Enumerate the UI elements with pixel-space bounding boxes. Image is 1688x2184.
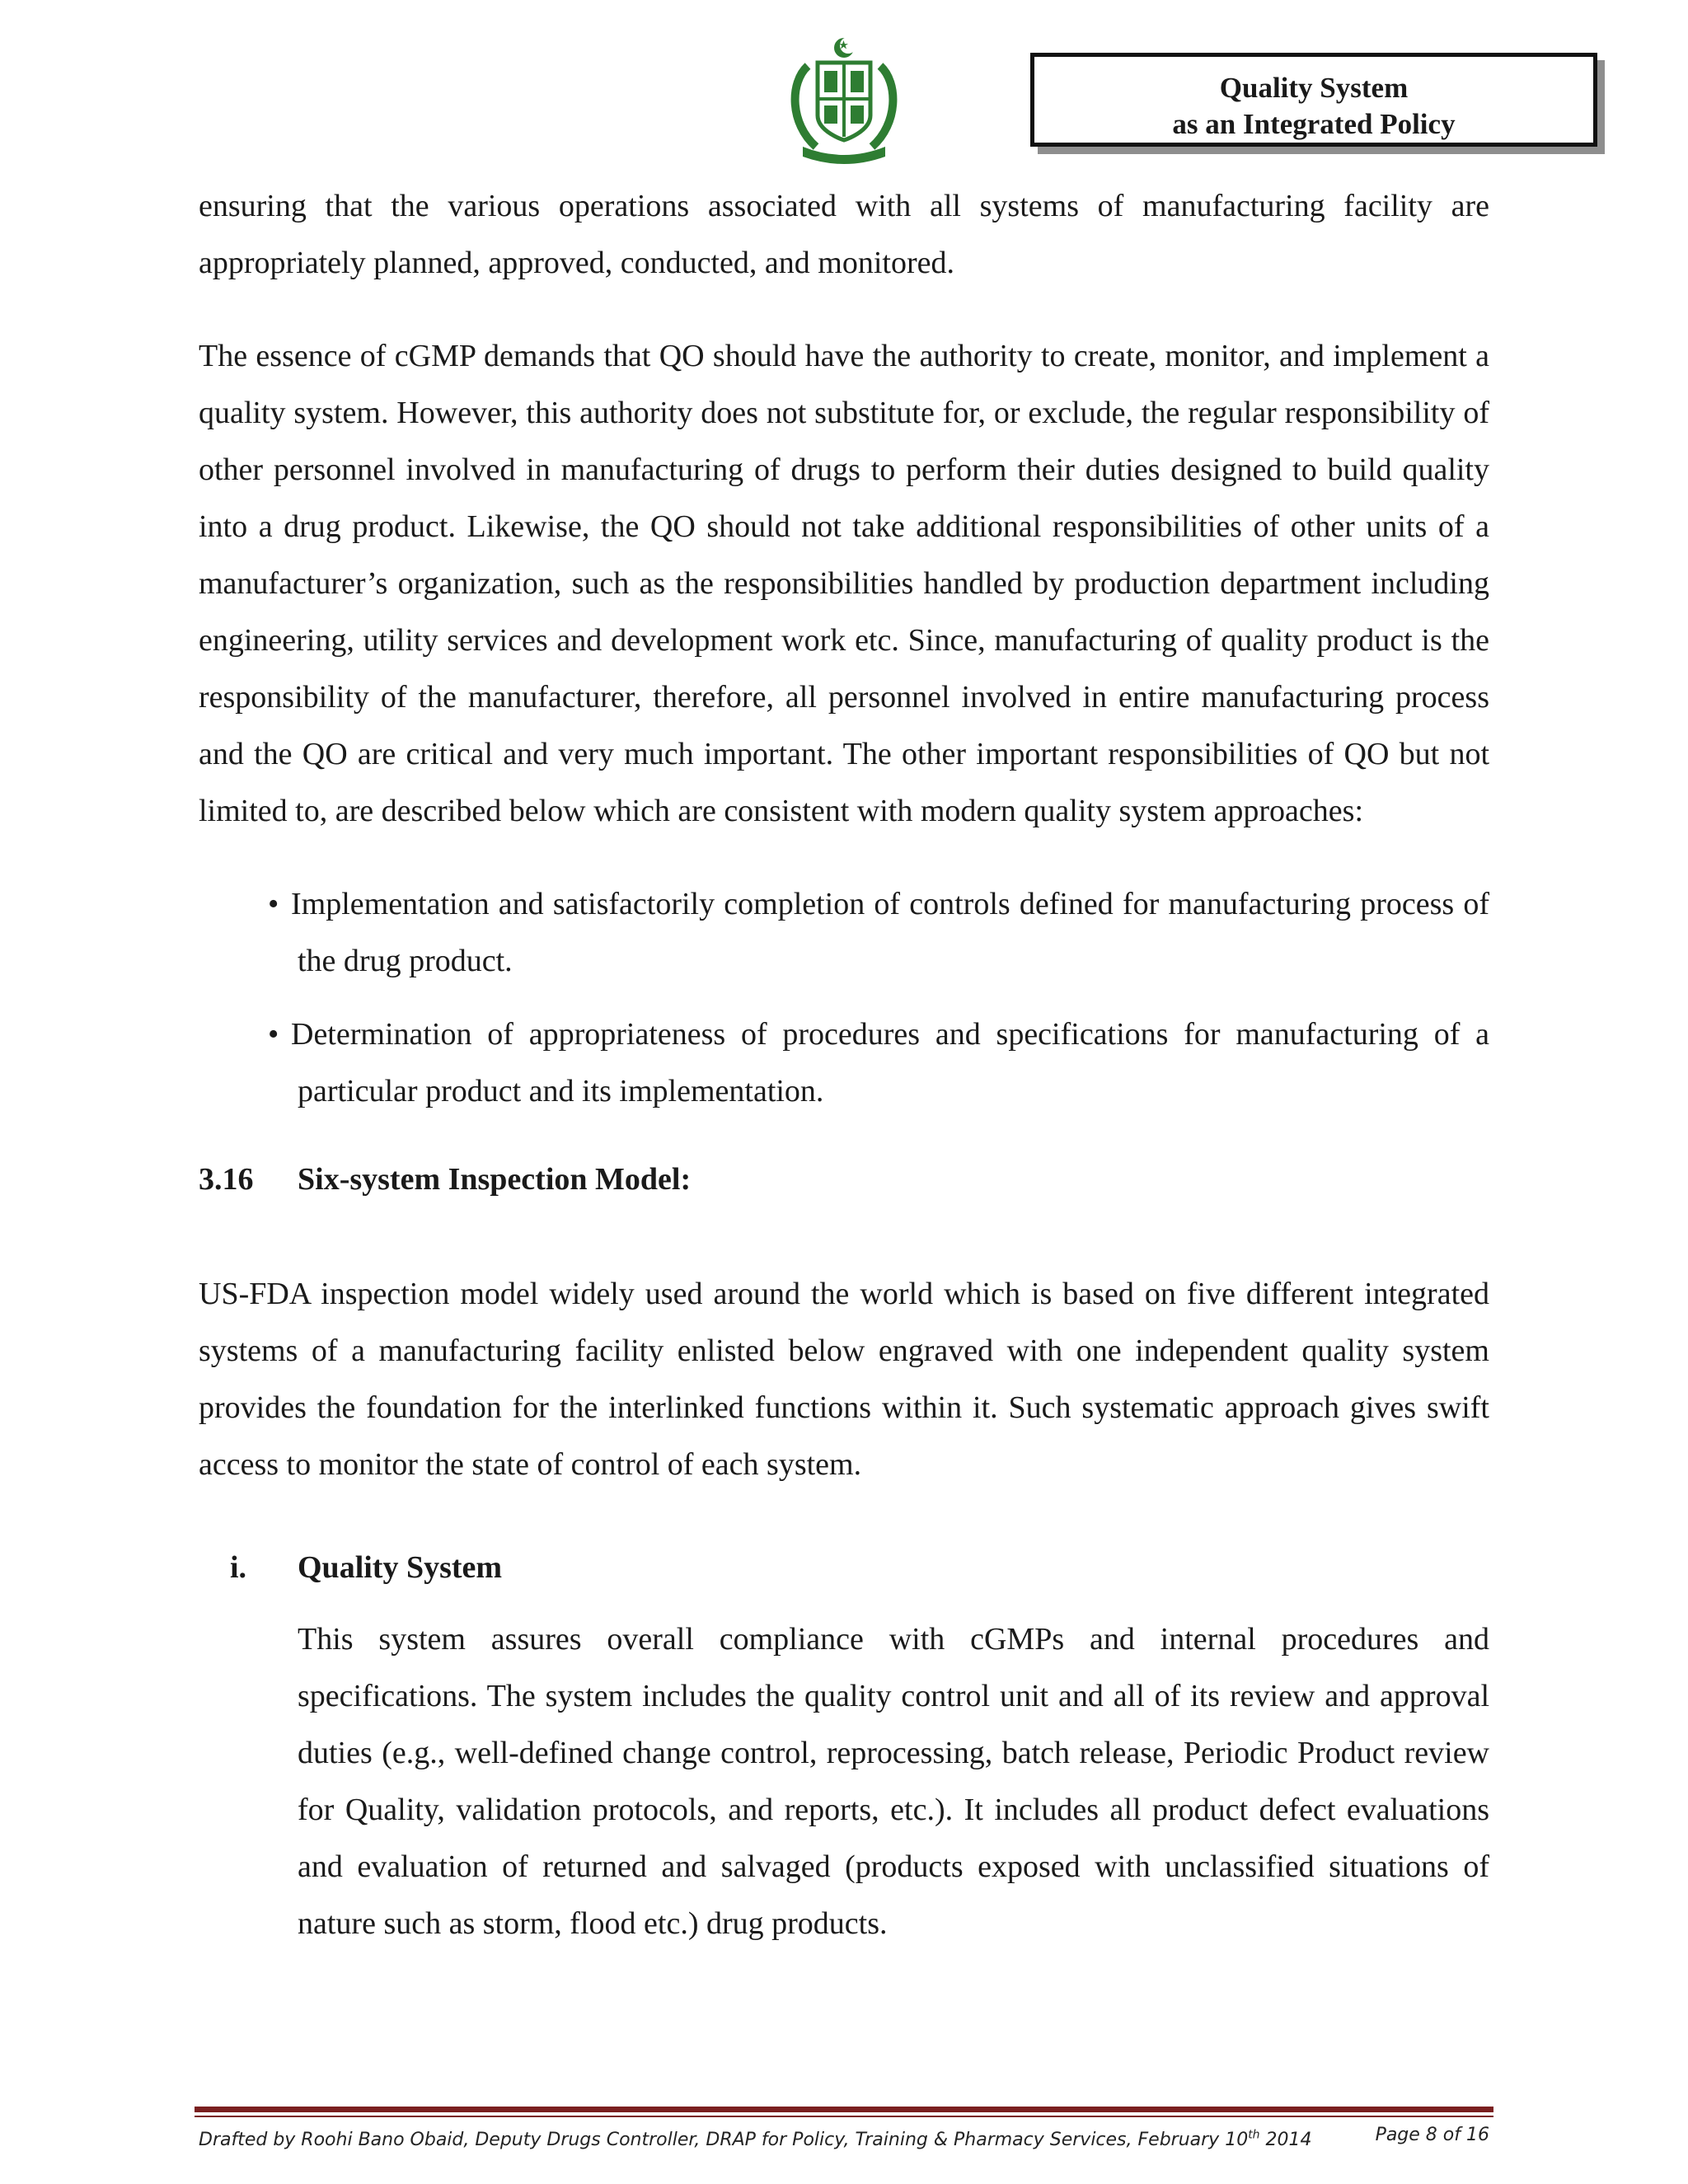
footer-divider <box>195 2107 1493 2112</box>
list-item <box>199 876 1489 990</box>
document-body <box>199 178 1489 1989</box>
subsection-number: i. <box>230 1550 247 1585</box>
bullet-icon: • <box>268 887 279 921</box>
subsection-title: Quality System <box>298 1550 503 1585</box>
bullet-icon: • <box>268 1017 279 1052</box>
footer-credit-year: 2014 <box>1259 2130 1312 2151</box>
subsection-heading <box>199 1540 1489 1596</box>
paragraph: ensuring that the various operations associated with all systems of manufacturing facility are appropriately planned, approved, conducted, and monitored. <box>199 189 1489 280</box>
page-footer <box>199 2123 1489 2153</box>
list-item-text: Determination of appropriateness of procedures and specifications for manufacturing of a particular product and its implementation. <box>291 1017 1489 1108</box>
page-number: Page 8 of 16 <box>1375 2125 1489 2145</box>
paragraph: US-FDA inspection model widely used around the world which is based on five different integrated systems of a manufacturing facility enlisted below engraved with one independent quality system provides the foundation for the interlinked functions within it. Such systematic approach gives swift access to monitor the state of control of each system. <box>199 1277 1489 1482</box>
list-item <box>199 1006 1489 1120</box>
bullet-list <box>199 876 1489 1120</box>
footer-credit-text: Drafted by Roohi Bano Obaid, Deputy Drugs Controller, DRAP for Policy, Training & Pharmacy Services, February 10 <box>199 2130 1249 2151</box>
paragraph: The essence of cGMP demands that QO should have the authority to create, monitor, and implement a quality system. However, this authority does not substitute for, or exclude, the regular responsibility of other personnel involved in manufacturing of drugs to perform their duties designed to build quality into a drug product. Likewise, the QO should not take additional responsibilities of other units of a manufacturer’s organization, such as the responsibilities handled by production department including engineering, utility services and development work etc. Since, manufacturing of quality product is the responsibility of the manufacturer, therefore, all personnel involved in entire manufacturing process and the QO are critical and very much important. The other important responsibilities of QO but not limited to, are described below which are consistent with modern quality system approaches: <box>199 339 1489 828</box>
state-emblem-icon <box>783 33 905 165</box>
document-header-box <box>1030 53 1597 147</box>
section-number: 3.16 <box>199 1162 254 1197</box>
section-heading <box>199 1151 1489 1208</box>
paragraph: This system assures overall compliance with cGMPs and internal procedures and specifications. The system includes the quality control unit and all of its review and approval duties (e.g., well-defined change control, reprocessing, batch release, Periodic Product review for Quality, validation protocols, and reports, etc.). It includes all product defect evaluations and evaluation of returned and salvaged (products exposed with unclassified situations of nature such as storm, flood etc.) drug products. <box>298 1622 1489 1941</box>
section-title: Six-system Inspection Model: <box>298 1162 692 1197</box>
list-item-text: Implementation and satisfactorily completion of controls defined for manufacturing process of the drug product. <box>291 887 1489 978</box>
header-title-line-1: Quality System <box>1219 72 1409 104</box>
header-title-line-2: as an Integrated Policy <box>1172 108 1456 140</box>
footer-credit <box>199 2130 1312 2150</box>
footer-divider-thin <box>195 2116 1493 2117</box>
footer-credit-sup: th <box>1248 2129 1260 2142</box>
